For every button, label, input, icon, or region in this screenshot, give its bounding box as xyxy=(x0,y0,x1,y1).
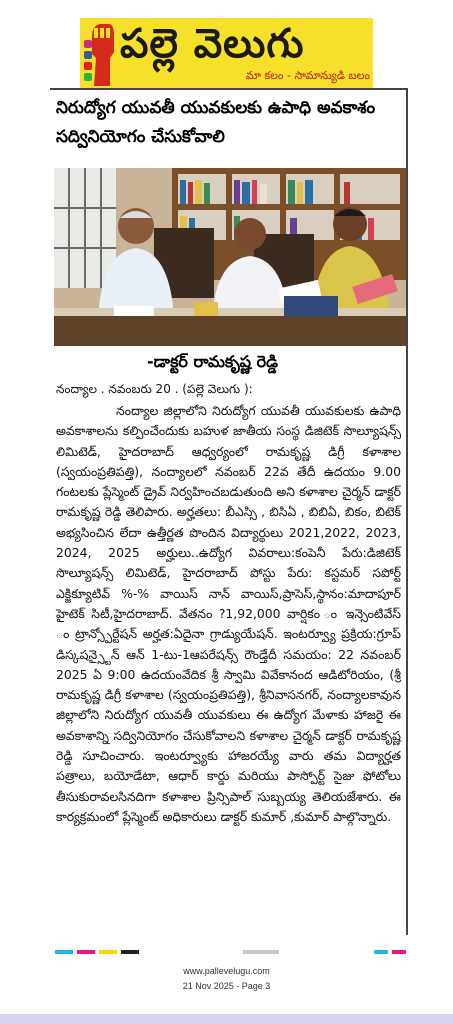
masthead-title: పల్లె వెలుగు xyxy=(120,21,305,67)
footer-color-bar xyxy=(243,950,279,954)
footer-color-bar xyxy=(55,950,73,954)
footer-color-bar xyxy=(77,950,95,954)
article-photo xyxy=(54,168,406,346)
bottom-band xyxy=(0,1014,453,1024)
footer-website-link[interactable]: www.pallevelugu.com xyxy=(183,966,270,976)
article-headline: నిరుద్యోగ యువతీ యువకులకు ఉపాధి అవకాశం సద్వినియోగం చేసుకోవాలి xyxy=(56,98,376,147)
footer-color-bar xyxy=(121,950,139,954)
masthead xyxy=(80,18,373,88)
whatsapp-icon xyxy=(84,73,92,81)
masthead-tagline: మా కలం - సామాన్యుడి బలం xyxy=(245,69,370,82)
article-body-paragraph: నంద్యాల జిల్లాలోని నిరుద్యోగ యువతీ యువకులకు ఉపాధి అవకాశాలను కల్పించేందుకు బహుళ జాతీయ సంస్థ డిజిటెక్ సొల్యూషన్స్ లిమిటెడ్, హైదరాబాద్ ఆధ్వర్యంలో రామకృష్ణ డిగ్రీ కళాశాల (స్వయంప్రతిపత్తి), నంద్యాలలో నవంబర్ 22వ తేదీ ఉదయం 9.00 గంటలకు ప్లేస్మెంట్ డ్రైవ్ నిర్వహించబడుతుంది అని కళాశాల చైర్మన్ డాక్టర్ రామకృష్ణ రెడ్డి తెలిపారు. అర్హతలు: బీఎస్సి , బిసిఏ , బిబిఏ, బికం, బిటెక్ అభ్యసించిన లేదా ఉత్తీర్ణత పొందిన విద్యార్థులు 2021,2022, 2023, 2024, 2025 అర్హులు..ఉద్యోగ వివరాలు:కంపెనీ పేరు:డిజిటెక్ సొల్యూషన్స్ లిమిటెడ్, హైదరాబాద్ పోస్టు పేరు: కస్టమర్ సపోర్ట్ ఎక్జిక్యూటివ్ %-% వాయిస్ నాన్ వాయిస్,ప్రాసెస్,స్థానం:మాదాపూర్ హైటెక్ సిటీ,హైదరాబాద్. వేతనం ?1,92,000 వార్షికం ం ఇన్సెంటివేస్ ం ట్రాన్స్పోర్టేషన్ అర్హత:ఏదైనా గ్రాడ్యుయేషన్. ఇంటర్వ్యూ ప్రక్రియ:గ్రూప్ డిస్కషన్స్టైన్ ఆన్ 1-టు-1ఆపరేషన్స్ రౌండ్తేదీ సమయం: 22 నవంబర్ 2025 ఏ 9:00 ఉదయంవేదిక శ్రీ స్వామి వివేకానంద ఆడిటోరియం, (శ్రీ రామకృష్ణ డిగ్రీ కళాశాల (స్వయంప్రతిపత్తి), శ్రీనివాసనగర్, నంద్యాలకావున జిల్లాలోని నిరుద్యోగ యువతీ యువకులు ఈ ఉద్యోగ మేళాకు హాజరై ఈ అవకాశాన్ని సద్వినియోగం చేసుకోవాలని కళాశాల చైర్మన్ డాక్టర్ రామకృష్ణ రెడ్డి సూచించారు. ఇంటర్వ్యూకు హాజరయ్యే వారు తమ విద్యార్హత పత్రాలు, బయోడేటా, ఆధార్ కార్డు మరియు పాస్పోర్ట్ సైజు ఫోటోలు తీసుకురావలసినదిగా కళాశాల ప్రిన్సిపాల్ సుబ్బయ్య తెలియజేశారు. ఈ కార్యక్రమంలో ప్లేస్మెంట్ అధికారులు డాక్టర్ కుమార్ ,కుమార్ పాల్గొన్నారు. xyxy=(56,403,401,824)
article-byline: -డాక్టర్ రామకృష్ణ రెడ్డి xyxy=(147,352,278,371)
facebook-icon xyxy=(84,51,92,59)
article-body xyxy=(56,401,401,827)
article-dateline: నంద్యాల . నవంబరు 20 . (పల్లె వెలుగు ): xyxy=(56,382,253,396)
instagram-icon xyxy=(84,40,92,48)
youtube-icon xyxy=(84,62,92,70)
footer-color-bar xyxy=(99,950,117,954)
social-icons xyxy=(84,40,93,84)
footer-color-bar xyxy=(374,950,388,954)
footer-date-page: 21 Nov 2025 - Page 3 xyxy=(182,981,271,991)
footer-color-bar xyxy=(392,950,406,954)
